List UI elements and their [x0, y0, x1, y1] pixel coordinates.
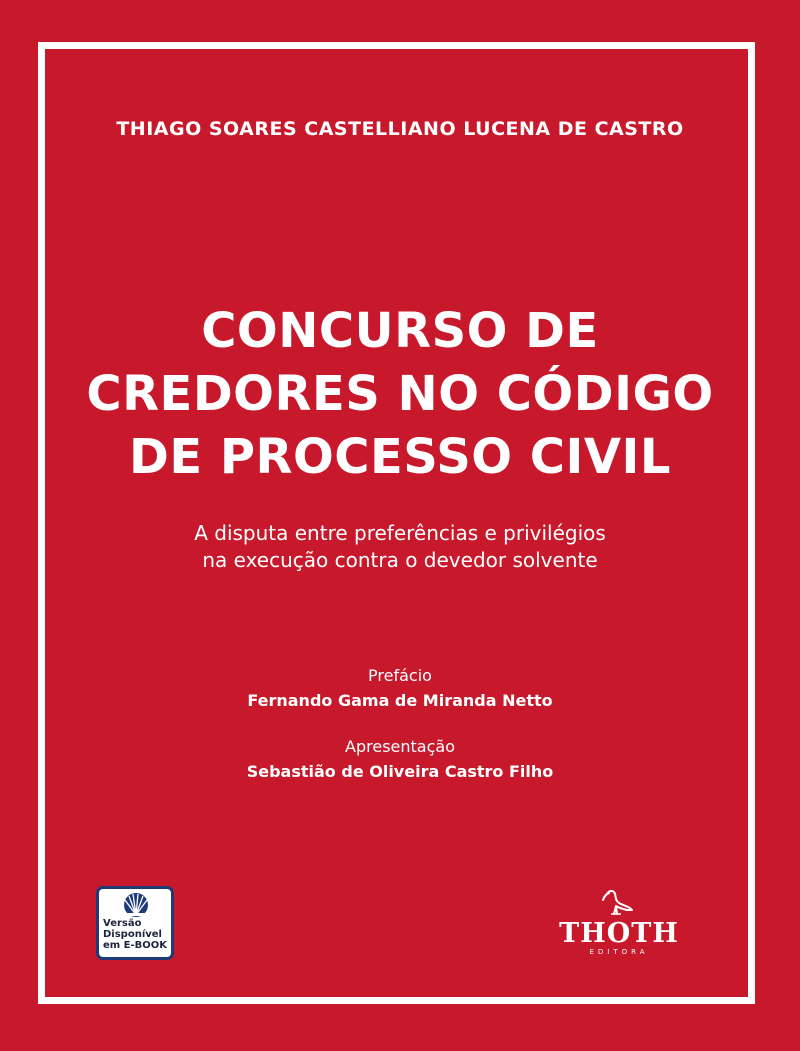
ebook-icon: [117, 889, 155, 917]
ibis-bird-icon: [599, 888, 639, 920]
book-title: [0, 300, 800, 489]
publisher-logo: [548, 888, 690, 958]
publisher-name: THOTH: [559, 918, 679, 949]
subtitle-line: A disputa entre preferências e privilégios: [194, 521, 606, 545]
title-line: CONCURSO DE: [201, 303, 599, 359]
preface-author: Fernando Gama de Miranda Netto: [247, 691, 553, 710]
presentation-label: Apresentação: [345, 737, 455, 756]
title-line: CREDORES NO CÓDIGO: [86, 366, 714, 422]
publisher-subtitle: EDITORA: [589, 948, 649, 956]
presentation-author: Sebastião de Oliveira Castro Filho: [246, 762, 554, 781]
badge-line: Versão: [103, 918, 142, 929]
title-line: DE PROCESSO CIVIL: [129, 429, 671, 485]
ebook-badge: [96, 886, 174, 960]
subtitle-line: na execução contra o devedor solvente: [202, 548, 598, 572]
author-name: THIAGO SOARES CASTELLIANO LUCENA DE CASTRO: [116, 118, 684, 140]
preface-label: Prefácio: [368, 666, 432, 685]
book-subtitle: [0, 520, 800, 574]
badge-line: Disponível: [103, 929, 162, 940]
badge-line: em E-BOOK: [103, 940, 168, 951]
ebook-badge-text: [103, 918, 167, 951]
